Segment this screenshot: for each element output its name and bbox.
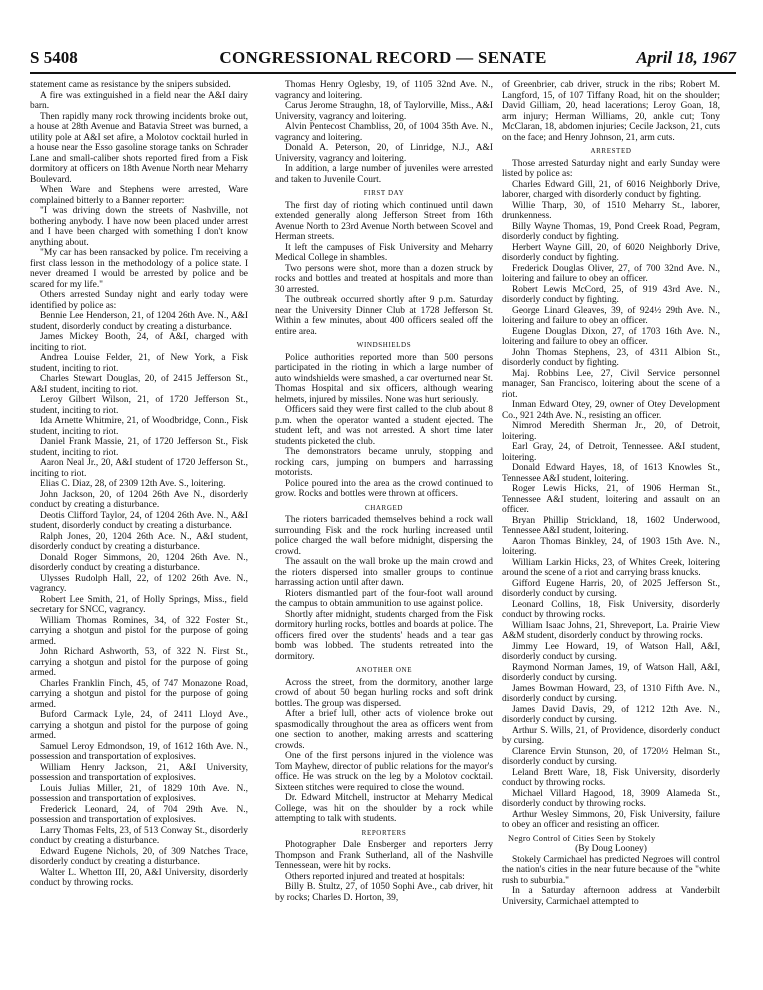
- issue-date: April 18, 1967: [636, 48, 736, 67]
- paragraph: Shortly after midnight, students charged from the Fisk dormitory hurling rocks, bottles and boards at police. The officers fired over the students' heads and a tear gas bomb was lobbed. The students retreated into the dormitory.: [275, 609, 493, 662]
- paragraph: In addition, a large number of juveniles were arrested and taken to Juvenile Court.: [275, 164, 493, 185]
- arrest-entry: Buford Carmack Lyle, 24, of 2411 Lloyd Ave., carrying a shotgun and pistol for the purpose of going armed.: [30, 710, 248, 741]
- arrest-entry: Samuel Leroy Edmondson, 19, of 1612 16th Ave. N., possession and transportation of explosives.: [30, 741, 248, 762]
- arrest-entry: Carus Jerome Straughn, 18, of Taylorville, Miss., A&I University, vagrancy and loitering.: [275, 101, 493, 122]
- arrest-entry: Herbert Wayne Gill, 20, of 6020 Neighborly Drive, disorderly conduct by fighting.: [502, 242, 720, 263]
- paragraph: Police authorities reported more than 500 persons participated in the rioting in which a large number of auto windshields were smashed, a car overturned near St. Thomas Hospital and six officers, although wearing helmets, injured by missiles. None was hurt seriously.: [275, 352, 493, 405]
- subheading-first-day: FIRST DAY: [363, 189, 405, 197]
- column-1: [30, 80, 248, 910]
- arrest-entry: Ida Arnette Whitmire, 21, of Woodbridge, Conn., Fisk student, inciting to riot.: [30, 416, 248, 437]
- paragraph: Two persons were shot, more than a dozen struck by rocks and bottles and treated at hospitals and more than 30 arrested.: [275, 263, 493, 295]
- arrest-entry: Donald Roger Simmons, 20, 1204 26th Ave. N., disorderly conduct by creating a disturbance.: [30, 552, 248, 573]
- arrest-entry: Charles Franklin Finch, 45, of 747 Monazone Road, carrying a shotgun and pistol for the purpose of going armed.: [30, 678, 248, 710]
- publication-title: CONGRESSIONAL RECORD — SENATE: [219, 48, 547, 67]
- subheading-arrested: ARRESTED: [590, 147, 632, 155]
- arrest-entry: William Isaac Johns, 21, Shreveport, La. Prairie View A&M student, disorderly conduct by throwing rocks.: [502, 620, 720, 641]
- arrest-entry: Michael Villard Hagood, 18, 3909 Alameda St., disorderly conduct by throwing rocks.: [502, 788, 720, 809]
- paragraph: It left the campuses of Fisk University and Meharry Medical College in shambles.: [275, 242, 493, 263]
- arrest-entry: Arthur Wesley Simmons, 20, Fisk University, failure to obey an officer and resisting an officer.: [502, 809, 720, 830]
- paragraph: "My car has been ransacked by police. I'm receiving a first class lesson in the methodology of a police state. I never dreamed I would be arrested by police and be scared for my life.": [30, 248, 248, 290]
- paragraph: Others arrested Sunday night and early today were identified by police as:: [30, 290, 248, 311]
- paragraph: Dr. Edward Mitchell, instructor at Meharry Medical College, was hit on the shoulder by a rock while attempting to talk with students.: [275, 793, 493, 824]
- subheading-charged: CHARGED: [364, 503, 404, 512]
- arrest-entry: Bryan Phillip Strickland, 18, 1602 Underwood, Tennessee A&I student, loitering.: [502, 515, 720, 536]
- arrest-entry: Robert Lewis McCord, 25, of 919 43rd Ave. N., disorderly conduct by fighting.: [502, 284, 720, 305]
- arrest-entry: Daniel Frank Massie, 21, of 1720 Jefferson St., Fisk student, inciting to riot.: [30, 437, 248, 458]
- arrest-entry: Leonard Collins, 18, Fisk University, disorderly conduct by throwing rocks.: [502, 599, 720, 620]
- arrest-entry: Donald A. Peterson, 20, of Linridge, N.J., A&I University, vagrancy and loitering.: [275, 143, 493, 164]
- paragraph: Others reported injured and treated at hospitals:: [285, 871, 465, 882]
- paragraph: The assault on the wall broke up the main crowd and the rioters dispersed into smaller groups to continue harrassing action until after dawn.: [275, 557, 493, 588]
- paragraph: "I was driving down the streets of Nashville, not bothering anybody. I have now been placed under arrest and I have been charged with something I don't know anything about.: [30, 206, 248, 248]
- column-3: [502, 80, 720, 910]
- arrest-entry: Maj. Robbins Lee, 27, Civil Service personnel manager, San Francisco, loitering about the scene of a riot.: [502, 368, 720, 400]
- paragraph: Those arrested Saturday night and early Sunday were listed by police as:: [502, 158, 720, 179]
- arrest-entry: Jimmy Lee Howard, 19, of Watson Hall, A&I, disorderly conduct by cursing.: [502, 641, 720, 662]
- paragraph: The rioters barricaded themselves behind a rock wall surrounding Fisk and the rock hurling increased until police charged the wall before midnight, dispersing the crowd.: [275, 515, 493, 557]
- arrest-entry: Donald Edward Hayes, 18, of 1613 Knowles St., Tennessee A&I student, loitering.: [502, 463, 720, 484]
- paragraph: After a brief lull, other acts of violence broke out spasmodically throughout the area as officers went from one section to another, making arrests and scattering crowds.: [275, 709, 493, 751]
- arrest-entry: Willie Tharp, 30, of 1510 Meharry St., laborer, drunkenness.: [502, 200, 720, 221]
- paragraph: Officers said they were first called to the club about 8 p.m. when the operator wanted a student ejected. The student left, and was not arrested. A short time later students picketed the club.: [275, 405, 493, 447]
- paragraph: A fire was extinguished in a field near the A&I dairy barn.: [30, 90, 248, 111]
- arrest-entry: Inman Edward Otey, 29, owner of Otey Development Co., 921 24th Ave. N., resisting an officer.: [502, 400, 720, 421]
- arrest-entry: Louis Julias Miller, 21, of 1829 10th Ave. N., possession and transportation of explosives.: [30, 783, 248, 804]
- arrest-entry: Deotis Clifford Taylor, 24, of 1204 26th Ave. N., A&I student, disorderly conduct by creating a disturbance.: [30, 510, 248, 531]
- paragraph: Then rapidly many rock throwing incidents broke out, a house at 28th Avenue and Batavia Street was burned, a utility pole at A&I set afire, a Molotov cocktail hurled in a house near the Esso gasoline storage tanks on Schrader Lane and small-caliber shots reported fired from a Fisk dormitory at officers on 18th Avenue North near Meharry Boulevard.: [30, 111, 248, 185]
- arrest-entry: Leland Brett Ware, 18, Fisk University, disorderly conduct by throwing rocks.: [502, 767, 720, 788]
- paragraph: Rioters dismantled part of the four-foot wall around the campus to obtain ammunition to use against police.: [275, 588, 493, 609]
- arrest-entry: Nimrod Meredith Sherman Jr., 20, of Detroit, loitering.: [502, 421, 720, 442]
- arrest-entry: John Thomas Stephens, 23, of 4311 Albion St., disorderly conduct by fighting.: [502, 347, 720, 368]
- arrest-entry: Alvin Pentecost Chambliss, 20, of 1004 35th Ave. N., vagrancy and loitering.: [275, 122, 493, 143]
- paragraph: statement came as resistance by the snipers subsided.: [30, 80, 231, 90]
- arrest-entry: Larry Thomas Felts, 23, of 513 Conway St., disorderly conduct by creating a disturbance.: [30, 825, 248, 846]
- arrest-entry: Bennie Lee Henderson, 21, of 1204 26th Ave. N., A&I student, disorderly conduct by creating a disturbance.: [30, 311, 248, 332]
- paragraph: Stokely Carmichael has predicted Negroes will control the nation's cities in the near future because of the "white rush to suburbia.": [502, 854, 720, 886]
- arrest-entry: James David Davis, 29, of 1212 12th Ave. N., disorderly conduct by cursing.: [502, 704, 720, 725]
- paragraph: The outbreak occurred shortly after 9 p.m. Saturday near the University Dinner Club at 1728 Jefferson St. Within a few minutes, about 400 officers sealed off the entire area.: [275, 295, 493, 337]
- paragraph: Billy B. Stultz, 27, of 1050 Sophi Ave., cab driver, hit by rocks; Charles D. Horton, 39,: [275, 882, 493, 903]
- header-rule: [30, 72, 736, 74]
- byline: (By Doug Looney): [575, 844, 647, 854]
- arrest-entry: Ralph Jones, 20, 1204 26th Ace. N., A&I student, disorderly conduct by creating a disturbance.: [30, 531, 248, 552]
- arrest-entry: Edward Eugene Nichols, 20, of 309 Natches Trace, disorderly conduct by creating a disturbance.: [30, 846, 248, 867]
- paragraph: In a Saturday afternoon address at Vanderbilt University, Carmichael attempted to: [502, 886, 720, 907]
- subheading-another-one: ANOTHER ONE: [355, 666, 413, 674]
- paragraph: When Ware and Stephens were arrested, Ware complained bitterly to a Banner reporter:: [30, 185, 248, 206]
- paragraph: Across the street, from the dormitory, another large crowd of about 50 began hurling rocks and soft drink bottles. The group was dispersed.: [275, 677, 493, 709]
- article-title: Negro Control of Cities Seen by Stokely: [508, 833, 656, 843]
- arrest-entry: Leroy Gilbert Wilson, 21, of 1720 Jefferson St., student, inciting to riot.: [30, 395, 248, 416]
- arrest-entry: Thomas Henry Oglesby, 19, of 1105 32nd Ave. N., vagrancy and loitering.: [275, 80, 493, 101]
- page-header: [30, 48, 736, 74]
- arrest-entry: William Henry Jackson, 21, A&I University, possession and transportation of explosives.: [30, 762, 248, 783]
- paragraph: One of the first persons injured in the violence was Tom Mayhew, director of public relations for the mayor's office. He was struck on the leg by a Molotov cocktail. Sixteen stitches were required to close the wound.: [275, 751, 493, 793]
- arrest-entry: Arthur S. Wills, 21, of Providence, disorderly conduct by cursing.: [502, 725, 720, 746]
- arrest-entry: Clarence Ervin Stunson, 20, of 1720½ Helman St., disorderly conduct by cursing.: [502, 746, 720, 767]
- arrest-entry: Eugene Douglas Dixon, 27, of 1703 16th Ave. N., loitering and failure to obey an officer.: [502, 326, 720, 347]
- paragraph: The demonstrators became unruly, stopping and rocking cars, jumping on bumpers and harrassing motorists.: [275, 447, 493, 478]
- subheading-windshields: WINDSHIELDS: [356, 341, 412, 349]
- arrest-entry: Aaron Neal Jr., 20, A&I student of 1720 Jefferson St., inciting to riot.: [30, 458, 248, 479]
- column-2: [275, 80, 493, 910]
- paragraph: Police poured into the area as the crowd continued to grow. Rocks and bottles were thrown at officers.: [275, 478, 493, 499]
- arrest-entry: Billy Wayne Thomas, 19, Pond Creek Road, Pegram, disorderly conduct by fighting.: [502, 221, 720, 242]
- arrest-entry: Robert Lee Smith, 21, of Holly Springs, Miss., field secretary for SNCC, vagrancy.: [30, 594, 248, 615]
- arrest-entry: Walter L. Whetton III, 20, A&I University, disorderly conduct by throwing rocks.: [30, 867, 248, 888]
- arrest-entry: George Linard Gleaves, 39, of 924½ 29th Ave. N., loitering and failure to obey an officer.: [502, 305, 720, 326]
- page-number: S 5408: [30, 48, 78, 67]
- arrest-entry: Elias C. Diaz, 28, of 2309 12th Ave. S., loitering.: [40, 479, 226, 489]
- arrest-entry: Andrea Louise Felder, 21, of New York, a Fisk student, inciting to riot.: [30, 353, 248, 374]
- arrest-entry: William Thomas Romines, 34, of 322 Foster St., carrying a shotgun and pistol for the purpose of going armed.: [30, 615, 248, 647]
- arrest-entry: Charles Edward Gill, 21, of 6016 Neighborly Drive, laborer, charged with disorderly conduct by fighting.: [502, 179, 720, 200]
- arrest-entry: Aaron Thomas Binkley, 24, of 1903 15th Ave. N., loitering.: [502, 536, 720, 557]
- arrest-entry: Frederick Douglas Oliver, 27, of 700 32nd Ave. N., loitering and failure to obey an officer.: [502, 263, 720, 284]
- arrest-entry: Charles Stewart Douglas, 20, of 2415 Jefferson St., A&I student, inciting to riot.: [30, 374, 248, 395]
- arrest-entry: Roger Lewis Hicks, 21, of 1906 Herman St., Tennessee A&I student, loitering and assault on an officer.: [502, 484, 720, 515]
- arrest-entry: James Mickey Booth, 24, of A&I, charged with inciting to riot.: [30, 332, 248, 353]
- arrest-entry: William Larkin Hicks, 23, of Whites Creek, loitering around the scene of a riot and carrying brass knucks.: [502, 557, 720, 578]
- arrest-entry: James Bowman Howard, 23, of 1310 Fifth Ave. N., disorderly conduct by cursing.: [502, 683, 720, 704]
- paragraph: Photographer Dale Ensberger and reporters Jerry Thompson and Frank Sutherland, all of the Nashville Tennessean, were hit by rocks.: [275, 840, 493, 871]
- paragraph: The first day of rioting which continued until dawn extended generally along Jefferson Street from 16th Avenue North to 23rd Avenue North between Scovel and Herman streets.: [275, 200, 493, 242]
- arrest-entry: Ulysses Rudolph Hall, 22, of 1202 26th Ave. N., vagrancy.: [30, 573, 248, 594]
- arrest-entry: John Richard Ashworth, 53, of 322 N. First St., carrying a shotgun and pistol for the purpose of going armed.: [30, 647, 248, 678]
- arrest-entry: Frederick Leonard, 24, of 704 29th Ave. N., possession and transportation of explosives.: [30, 804, 248, 825]
- subheading-reporters: REPORTERS: [361, 828, 407, 837]
- arrest-entry: Earl Gray, 24, of Detroit, Tennessee. A&I student, loitering.: [502, 442, 720, 463]
- arrest-entry: Gifford Eugene Harris, 20, of 2025 Jefferson St., disorderly conduct by cursing.: [502, 578, 720, 599]
- arrest-entry: John Jackson, 20, of 1204 26th Ave N., disorderly conduct by creating a disturbance.: [30, 489, 248, 510]
- paragraph: of Greenbrier, cab driver, struck in the ribs; Robert M. Langford, 15, of 107 Tiffany Road, hit on the shoulder; David Gilliam, 20, head lacerations; Leroy Goan, 18, arm injury; Herman Williams, 20, ankle cut; Tony McClaran, 18, abdomen injuries; Cecile Jackson, 21, cuts on the face; and Henry Johnson, 21, arm cuts.: [502, 80, 720, 143]
- arrest-entry: Raymond Norman James, 19, of Watson Hall, A&I, disorderly conduct by cursing.: [502, 662, 720, 683]
